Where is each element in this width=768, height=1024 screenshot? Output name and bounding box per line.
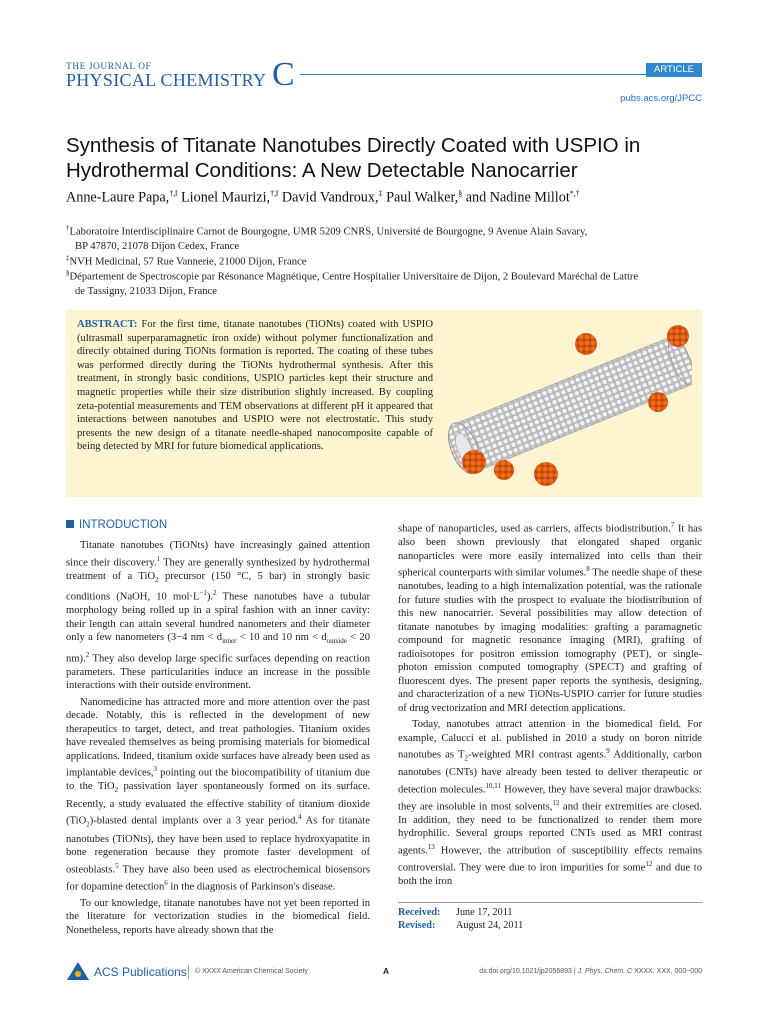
article-badge: ARTICLE: [646, 63, 702, 77]
author-mark: †,‖: [270, 189, 279, 198]
citation[interactable]: 12: [645, 859, 653, 868]
citation[interactable]: 7: [670, 521, 675, 529]
doi-citation: [479, 968, 702, 975]
paper-title: Synthesis of Titanate Nanotubes Directly Coated with USPIO in Hydrothermal Conditions: A New Detectable Nanocarrier: [66, 134, 641, 182]
paragraph: Today, nanotubes attract attention in the biomedical field. For example, Calucci et al. published in 2010 a study on boron nitride nanotubes as $T_2$-weighted MRI contrast agents.$^9$ Additionally, carbon nanotubes (CNTs) have already been tested to deliver therapeutic or detection molecules.$^{10,11}$ However, they have several major drawbacks: they are insoluble in most solvents,$^{12}$ and their extremities are closed. In addition, they need to be functionalized to render them more hydrophilic. Several groups reported CNTs used as MRI contrast agents.$^{13}$ However, the attribution of susceptibility effects remains controversial. They were due to iron impurities for some$^{12}$ and due to both the iron: [398, 719, 702, 887]
author-mark: †,‖: [169, 189, 178, 198]
left-column: [66, 539, 370, 937]
affiliation-line: Département de Spectroscopie par Résonance Magnétique, Centre Hospitalier Universitaire de Dijon, 2 Boulevard Maréchal de Lattre: [69, 271, 639, 283]
affiliation-line: de Tassigny, 21033 Dijon, France: [75, 285, 217, 297]
journal-link[interactable]: pubs.acs.org/JPCC: [620, 93, 702, 104]
author: Paul Walker,: [386, 189, 459, 206]
uspio-cluster: [462, 450, 486, 474]
citation[interactable]: 12: [552, 798, 560, 807]
acs-logo-icon: [66, 961, 90, 981]
journal-letter: C: [272, 56, 295, 93]
author-mark: *,†: [569, 189, 580, 198]
journal-the: THE JOURNAL OF: [66, 62, 152, 72]
citation[interactable]: 2: [213, 589, 217, 598]
page-number: A: [383, 966, 390, 976]
received-value: June 17, 2011: [456, 907, 513, 918]
paragraph: shape of nanoparticles, used as carriers, affects biodistribution.$^7$ It has also been shown previously that elongated shaped organic nanoparticles were more easily internalized into cells than their spherical counterparts with similar volumes.$^8$ The needle shape of these nanotubes, leading to a high internalization potential, was the rationale for future studies with the prospect to evaluate the biodistribution of this new nanocarrier. Several possibilities may allow detection of titanate nanotubes by imaging modalities: grafting a paramagnetic compound for magnetic resonance imaging (MRI), grafting of radioisotopes for positron emission tomography (PET), or single-photon emission computed tomography (SPECT) and grafting of fluorescent dyes. The present paper reports the synthesis, designing, and characterization of a new TiONts-USPIO carrier for future studies of drug vectorization and MRI detection applications.: [398, 521, 702, 714]
affiliation-line: NVH Medicinal, 57 Rue Vannerie, 21000 Dijon, France: [69, 256, 307, 268]
affiliation-mark: †: [66, 224, 70, 232]
citation[interactable]: 8: [586, 565, 590, 574]
citation[interactable]: 9: [606, 747, 610, 756]
journal-name: PHYSICAL CHEMISTRY: [66, 70, 267, 90]
paragraph: Nanomedicine has attracted more and more attention over the past decade. Notably, this is reflected in the development of new therapeutics to target, detect, and treat pathologies. Titanium oxides have revealed themselves as being promising materials for biomedical applications. Indeed, titanium oxide surfaces have already been used as implantable devices,$^3$ pointing out the biocompatibility of titanium due to the TiO$_2$ passivation layer spontaneously formed on its surface. Recently, a study evaluated the effective stability of titanium dioxide (TiO$_2$)-blasted dental implants over a 3 year period.$^4$ As for titanate nanotubes (TiONts), they have been used to replace hydroxyapatite in bone regeneration because they promote faster development of osteoblasts.$^5$ They have also been used as electrochemical biosensors for dopamine detection$^6$ in the diagnosis of Parkinson's disease.: [66, 696, 370, 893]
author: Lionel Maurizi,: [181, 189, 271, 206]
footer-separator: [188, 965, 189, 979]
affiliation-line: BP 47870, 21078 Dijon Cedex, France: [75, 240, 240, 252]
citation[interactable]: 4: [298, 813, 302, 822]
doi-link[interactable]: dx.doi.org/10.1021/jp2056893 |: [479, 968, 576, 975]
header-rule: [300, 74, 702, 75]
author-mark: ‡: [378, 189, 383, 198]
uspio-cluster: [667, 325, 689, 347]
author: Anne-Laure Papa,: [66, 189, 170, 206]
revised-date: [398, 920, 523, 931]
received-date: [398, 907, 513, 918]
section-marker: [66, 520, 74, 528]
revised-label: Revised:: [398, 920, 436, 931]
citation[interactable]: 2: [85, 650, 90, 659]
paragraph: Titanate nanotubes (TiONts) have increasingly gained attention since their discovery.$^1$ They are generally synthesized by hydrothermal treatment of a TiO$_2$ precursor (150 °C, 5 bar) in strongly basic conditions (NaOH, 10 $mol\cdot L^{-1}).^2$ These nanotubes have a tubular morphology being rolled up in a spiral fashion with an inner cavity: their length can attain several hundred nanometers and their diameter only a few nanometers (3−4 nm < $d_{inner} < 10$ and 10 nm < $d_{outside} < 20$ nm).$^2$ They also develop large specific surfaces depending on reaction parameters. These particularities induce an increase in the possible interactions with their outside environment.: [66, 540, 371, 692]
abstract-label: ABSTRACT:: [77, 319, 138, 330]
section-heading-text: INTRODUCTION: [79, 519, 168, 531]
citation[interactable]: 3: [153, 765, 158, 774]
affiliation-mark: §: [66, 269, 70, 277]
citation[interactable]: 6: [164, 878, 168, 887]
affiliation-mark: ‡: [66, 254, 70, 262]
uspio-cluster: [575, 333, 597, 355]
citation[interactable]: 1: [156, 554, 161, 563]
uspio-cluster: [534, 462, 558, 486]
abstract-text: [77, 318, 433, 454]
paragraph: To our knowledge, titanate nanotubes have not yet been reported in the literature for vectorization studies in the biomedical field. Nonetheless, reports have already shown that the: [66, 897, 370, 936]
citation[interactable]: 5: [115, 861, 119, 870]
affiliation: [66, 266, 706, 299]
right-column: [398, 519, 702, 888]
uspio-cluster: [494, 460, 514, 480]
author: and Nadine Millot: [465, 189, 570, 206]
copyright: © XXXX American Chemical Society: [195, 968, 308, 975]
citation[interactable]: 13: [427, 842, 435, 851]
uspio-cluster: [648, 392, 668, 412]
dates-rule: [398, 902, 702, 903]
abstract-body: For the first time, titanate nanotubes (TiONts) coated with USPIO (ultrasmall superparamagnetic iron oxide) without polymer functionalization and directly obtained during TiONts formation is reported. The coating of these tubes was performed directly during the TiONts hydrothermal synthesis. After this treatment, in strongly basic conditions, USPIO particles kept their structure and magnetic properties while their size distribution slightly increased. By coupling zeta-potential measurements and TEM observations at different pH it appeared that interactions between nanotubes and USPIO were not electrostatic. This study presents the new design of a titanate needle-shaped nanocomposite capable of being detected by MRI for future biomedical applications.: [77, 319, 433, 453]
journal-abbrev: J. Phys. Chem. C: [577, 968, 633, 975]
volume-info: XXXX, XXX, 000−000: [634, 968, 702, 975]
publisher-name: ACS Publications: [94, 965, 187, 979]
citation[interactable]: 10,11: [485, 781, 502, 790]
affiliation: [66, 221, 706, 254]
section-heading: [66, 519, 167, 531]
received-label: Received:: [398, 907, 441, 918]
toc-graphic: [446, 322, 692, 490]
revised-value: August 24, 2011: [456, 920, 524, 931]
author-list: [66, 189, 706, 207]
author-mark: §: [458, 189, 463, 198]
affiliation-line: Laboratoire Interdisciplinaire Carnot de Bourgogne, UMR 5209 CNRS, Université de Bourgogne, 9 Avenue Alain Savary,: [69, 226, 588, 238]
author: David Vandroux,: [281, 189, 379, 206]
